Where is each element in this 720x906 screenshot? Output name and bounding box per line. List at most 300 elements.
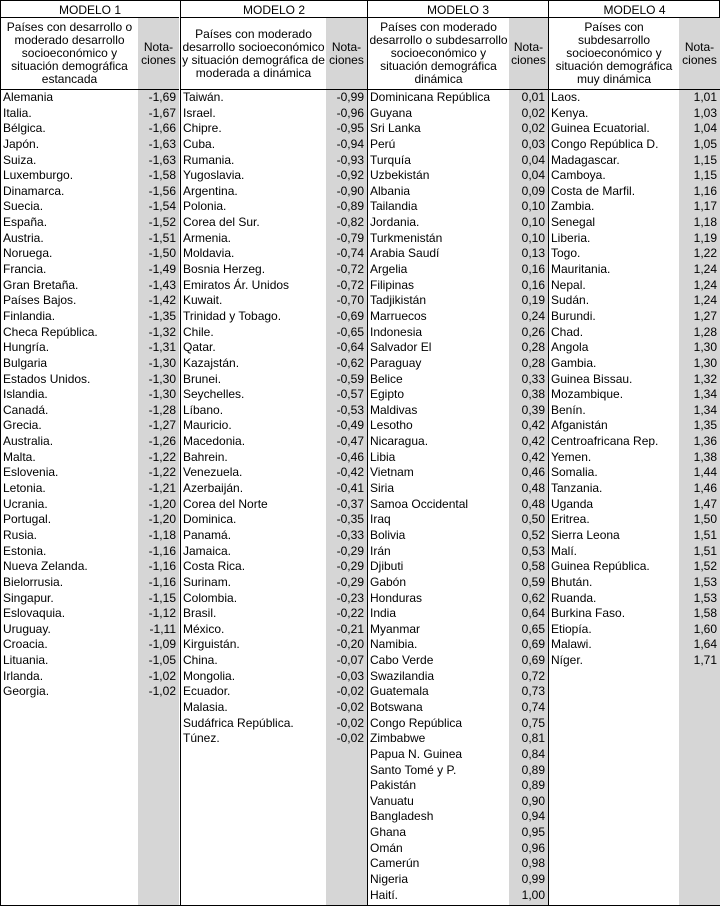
- country-name: Bielorrusia.: [3, 574, 64, 589]
- table-row: [1, 106, 179, 122]
- country-name: Colombia.: [183, 590, 238, 605]
- notacion-value: -0,20: [336, 637, 364, 652]
- country-name: Congo República: [370, 715, 463, 730]
- country-name: Gabón: [370, 574, 407, 589]
- table-row: [1, 325, 179, 341]
- table-row: [368, 481, 548, 497]
- country-name: Nepal.: [551, 277, 586, 292]
- country-name: México.: [183, 621, 225, 636]
- model-title: MODELO 2: [181, 3, 367, 18]
- notacion-value: -1,22: [148, 465, 176, 480]
- notacion-value: 0,75: [521, 715, 545, 730]
- notacion-value: -0,64: [336, 340, 364, 355]
- country-name: Swazilandia: [370, 668, 435, 683]
- notacion-value: -0,29: [336, 574, 364, 589]
- notacion-value: 1,64: [693, 637, 717, 652]
- notacion-value: -1,58: [148, 168, 176, 183]
- country-name: Albania: [370, 183, 411, 198]
- country-name: Austria.: [3, 230, 44, 245]
- country-name: Bhután.: [551, 574, 593, 589]
- notacion-value: 0,95: [521, 825, 545, 840]
- table-row: [1, 199, 179, 215]
- table-row: [368, 684, 548, 700]
- notacion-value: -1,27: [148, 418, 176, 433]
- notacion-value: -0,22: [336, 606, 364, 621]
- table-row: [181, 262, 367, 278]
- notacion-value: 1,18: [693, 215, 717, 230]
- table-row: [181, 215, 367, 231]
- country-name: España.: [3, 215, 48, 230]
- country-name: Kenya.: [551, 105, 589, 120]
- notacion-value: -1,63: [148, 152, 176, 167]
- notacion-value: -0,33: [336, 527, 364, 542]
- country-name: Polonia.: [183, 199, 227, 214]
- country-name: Guinea Ecuatorial.: [551, 121, 650, 136]
- table-row: [1, 528, 179, 544]
- notacion-value: -0,23: [336, 590, 364, 605]
- table-row: [1, 278, 179, 294]
- notacion-value: 1,01: [693, 90, 717, 104]
- notacion-value: -0,94: [336, 136, 364, 151]
- table-row: [549, 137, 720, 153]
- country-name: Libia: [370, 449, 396, 464]
- notacion-value: -0,02: [336, 684, 364, 699]
- country-name: Nicaragua.: [370, 434, 429, 449]
- country-name: Senegal: [551, 215, 596, 230]
- category-description-line: dinámica: [414, 72, 463, 86]
- table-row: [1, 387, 179, 403]
- notacion-value: 1,24: [693, 262, 717, 277]
- country-name: Argelia: [370, 262, 408, 277]
- country-name: Irán: [370, 543, 391, 558]
- table-row: [181, 403, 367, 419]
- notacion-value: 0,98: [521, 856, 545, 871]
- notacion-value: 1,30: [693, 355, 717, 370]
- notacion-value: 0,96: [521, 840, 545, 855]
- country-name: Afganistán: [551, 418, 608, 433]
- notacion-value: 0,42: [521, 434, 545, 449]
- notacion-value: 0,13: [521, 246, 545, 261]
- country-name: Liberia.: [551, 230, 591, 245]
- country-name: Croacia.: [3, 637, 48, 652]
- category-description-line: Países con: [584, 20, 644, 34]
- table-row: [368, 106, 548, 122]
- notacion-value: 0,10: [521, 199, 545, 214]
- notacion-value: -1,20: [148, 512, 176, 527]
- notacion-value: -0,62: [336, 355, 364, 370]
- table-row: [549, 293, 720, 309]
- notacion-value: -0,95: [336, 121, 364, 136]
- table-row: [368, 184, 548, 200]
- notacion-value: -0,57: [336, 387, 364, 402]
- notacion-value: -0,82: [336, 215, 364, 230]
- notacion-value: -1,32: [148, 324, 176, 339]
- table-row: [549, 575, 720, 591]
- notacion-value: 1,24: [693, 293, 717, 308]
- notacion-value: -0,90: [336, 183, 364, 198]
- country-name: Eslovaquia.: [3, 606, 66, 621]
- country-name: Macedonia.: [183, 434, 246, 449]
- country-name: China.: [183, 653, 218, 668]
- notacion-value: 0,38: [521, 387, 545, 402]
- notacion-value: -1,67: [148, 105, 176, 120]
- table-row: [181, 528, 367, 544]
- notacion-value: 0,64: [521, 606, 545, 621]
- table-row: [181, 372, 367, 388]
- table-row: [368, 763, 548, 779]
- country-name: Myanmar: [370, 621, 421, 636]
- table-row: [181, 575, 367, 591]
- notacion-value: -0,37: [336, 496, 364, 511]
- country-name: Israel.: [183, 105, 216, 120]
- country-name: Hungría.: [3, 340, 50, 355]
- notaciones-header: [138, 18, 179, 89]
- table-row: [181, 559, 367, 575]
- table-row: [1, 434, 179, 450]
- table-row: [1, 653, 179, 669]
- notacion-value: -0,92: [336, 168, 364, 183]
- notacion-value: 0,74: [521, 699, 545, 714]
- table-row: [549, 106, 720, 122]
- country-name: Malta.: [3, 449, 36, 464]
- country-name: Alemania: [3, 90, 54, 104]
- table-row: [1, 168, 179, 184]
- notacion-value: -0,47: [336, 434, 364, 449]
- notacion-value: 0,02: [521, 121, 545, 136]
- notacion-value: 0,81: [521, 731, 545, 746]
- notacion-value: 0,09: [521, 183, 545, 198]
- table-row: [549, 325, 720, 341]
- table-row: [549, 246, 720, 262]
- country-name: Mauritania.: [551, 262, 611, 277]
- table-row: [368, 293, 548, 309]
- country-name: Chad.: [551, 324, 584, 339]
- country-name: Zimbabwe: [370, 731, 426, 746]
- notacion-value: -0,46: [336, 449, 364, 464]
- notacion-value: 1,34: [693, 402, 717, 417]
- table-row: [368, 809, 548, 825]
- table-row: [368, 434, 548, 450]
- country-name: Canadá.: [3, 402, 49, 417]
- model-column-2: [180, 1, 367, 905]
- country-name: India: [370, 606, 397, 621]
- notacion-value: -1,26: [148, 434, 176, 449]
- model-column-4: [548, 1, 720, 905]
- notacion-value: -0,70: [336, 293, 364, 308]
- table-row: [181, 434, 367, 450]
- category-description: [1, 18, 138, 89]
- country-name: Gran Bretaña.: [3, 277, 79, 292]
- table-row: [181, 293, 367, 309]
- country-name: Seychelles.: [183, 387, 245, 402]
- table-row: [181, 669, 367, 685]
- table-row: [181, 684, 367, 700]
- table-row: [1, 356, 179, 372]
- country-name: Argentina.: [183, 183, 238, 198]
- table-row: [181, 309, 367, 325]
- country-name: Suecia.: [3, 199, 44, 214]
- table-row: [181, 199, 367, 215]
- country-name: Panamá.: [183, 527, 232, 542]
- country-name: Bélgica.: [3, 121, 46, 136]
- country-name: Sudán.: [551, 293, 590, 308]
- country-name: Jordania.: [370, 215, 420, 230]
- notacion-value: 0,04: [521, 168, 545, 183]
- notacion-value: -1,20: [148, 496, 176, 511]
- country-name: Camboya.: [551, 168, 606, 183]
- notacion-value: 1,46: [693, 481, 717, 496]
- table-row: [181, 184, 367, 200]
- table-row: [368, 512, 548, 528]
- table-row: [368, 825, 548, 841]
- notacion-value: 0,84: [521, 746, 545, 761]
- country-name: Honduras: [370, 590, 423, 605]
- country-name: Níger.: [551, 653, 584, 668]
- notaciones-header-line: ciones: [141, 52, 176, 67]
- table-row: [181, 356, 367, 372]
- table-row: [1, 622, 179, 638]
- notacion-value: 1,34: [693, 387, 717, 402]
- notaciones-header: [326, 18, 367, 89]
- notacion-value: 0,42: [521, 449, 545, 464]
- country-name: Luxemburgo.: [3, 168, 74, 183]
- table-row: [368, 90, 548, 106]
- notacion-value: 0,46: [521, 465, 545, 480]
- country-name: Bangladesh: [370, 809, 434, 824]
- table-row: [549, 528, 720, 544]
- country-name: Papua N. Guinea: [370, 746, 463, 761]
- category-description-line: Países con moderado: [195, 26, 312, 41]
- country-name: Mongolia.: [183, 668, 236, 683]
- table-row: [368, 356, 548, 372]
- notacion-value: -0,02: [336, 731, 364, 746]
- country-name: Tadjikistán: [370, 293, 427, 308]
- country-name: Bolivia: [370, 527, 406, 542]
- notacion-value: 0,89: [521, 762, 545, 777]
- table-row: [549, 372, 720, 388]
- country-name: Guinea Bissau.: [551, 371, 633, 386]
- notacion-value: -0,59: [336, 371, 364, 386]
- country-name: Yemen.: [551, 449, 592, 464]
- table-row: [368, 841, 548, 857]
- table-row: [181, 153, 367, 169]
- table-row: [181, 622, 367, 638]
- table-row: [549, 497, 720, 513]
- table-row: [549, 231, 720, 247]
- country-name: Lesotho: [370, 418, 413, 433]
- country-name: Perú: [370, 136, 396, 151]
- table-row: [549, 340, 720, 356]
- country-name: Gambia.: [551, 355, 597, 370]
- notacion-value: 0,48: [521, 481, 545, 496]
- notacion-value: 1,53: [693, 590, 717, 605]
- country-name: Madagascar.: [551, 152, 620, 167]
- country-name: Malawi.: [551, 637, 592, 652]
- notacion-value: 1,71: [693, 653, 717, 668]
- table-row: [368, 716, 548, 732]
- table-row: [549, 184, 720, 200]
- notacion-value: -0,21: [336, 621, 364, 636]
- table-row: [1, 450, 179, 466]
- category-description-line: moderada a dinámica: [195, 65, 312, 80]
- notacion-value: -0,41: [336, 481, 364, 496]
- notacion-value: -1,21: [148, 481, 176, 496]
- table-row: [368, 591, 548, 607]
- table-row: [549, 356, 720, 372]
- notacion-value: 1,27: [693, 308, 717, 323]
- notacion-value: 0,02: [521, 105, 545, 120]
- notacion-value: -1,16: [148, 574, 176, 589]
- table-row: [1, 512, 179, 528]
- model-title: MODELO 1: [1, 3, 179, 18]
- country-name: Singapur.: [3, 590, 54, 605]
- notacion-value: -1,50: [148, 246, 176, 261]
- table-row: [368, 465, 548, 481]
- country-name: Estados Unidos.: [3, 371, 91, 386]
- country-name: Surinam.: [183, 574, 232, 589]
- country-name: Suiza.: [3, 152, 37, 167]
- notacion-value: 0,03: [521, 136, 545, 151]
- category-description-line: desarrollo o subdesarrollo: [369, 33, 508, 47]
- notacion-value: -0,03: [336, 668, 364, 683]
- country-name: Djibuti: [370, 559, 404, 574]
- table-row: [549, 215, 720, 231]
- table-row: [368, 559, 548, 575]
- country-name: Brunei.: [183, 371, 222, 386]
- table-row: [1, 606, 179, 622]
- category-description-line: desarrollo socioeconómico: [182, 39, 325, 54]
- notacion-value: 0,16: [521, 262, 545, 277]
- country-name: Kirguistán.: [183, 637, 240, 652]
- notacion-value: 0,28: [521, 340, 545, 355]
- notacion-value: -1,18: [148, 527, 176, 542]
- table-row: [1, 90, 179, 106]
- country-name: Australia.: [3, 434, 54, 449]
- notaciones-header: [509, 18, 548, 89]
- notacion-value: -1,28: [148, 402, 176, 417]
- country-name: Arabia Saudí: [370, 246, 440, 261]
- model-column-1: [1, 1, 179, 905]
- country-name: Belice: [370, 371, 403, 386]
- table-row: [1, 481, 179, 497]
- country-name: Paraguay: [370, 355, 422, 370]
- notacion-value: 0,39: [521, 402, 545, 417]
- notacion-value: 0,04: [521, 152, 545, 167]
- notaciones-header-line: ciones: [682, 52, 717, 67]
- table-row: [549, 606, 720, 622]
- country-name: Mozambique.: [551, 387, 624, 402]
- country-name: Congo República D.: [551, 136, 659, 151]
- notacion-value: 0,62: [521, 590, 545, 605]
- notacion-value: 1,04: [693, 121, 717, 136]
- table-row: [368, 418, 548, 434]
- table-row: [549, 450, 720, 466]
- notacion-value: 1,32: [693, 371, 717, 386]
- model-title: MODELO 3: [368, 3, 548, 18]
- notacion-value: 0,42: [521, 418, 545, 433]
- country-name: Uruguay.: [3, 621, 51, 636]
- table-row: [549, 278, 720, 294]
- notacion-value: 1,38: [693, 449, 717, 464]
- table-row: [549, 481, 720, 497]
- country-name: Namibia.: [370, 637, 418, 652]
- country-name: Venezuela.: [183, 465, 243, 480]
- notacion-value: 1,30: [693, 340, 717, 355]
- notacion-value: 0,16: [521, 277, 545, 292]
- table-row: [1, 544, 179, 560]
- table-row: [549, 434, 720, 450]
- table-row: [549, 121, 720, 137]
- country-name: Guinea República.: [551, 559, 650, 574]
- table-row: [549, 168, 720, 184]
- notacion-value: -0,89: [336, 199, 364, 214]
- table-row: [368, 168, 548, 184]
- notacion-value: -1,35: [148, 308, 176, 323]
- table-row: [368, 497, 548, 513]
- table-row: [1, 403, 179, 419]
- notacion-value: 1,03: [693, 105, 717, 120]
- country-name: Corea del Norte: [183, 496, 268, 511]
- table-row: [368, 669, 548, 685]
- notacion-value: 0,01: [521, 90, 545, 104]
- table-row: [549, 653, 720, 669]
- notacion-value: 0,99: [521, 872, 545, 887]
- country-name: Estonia.: [3, 543, 47, 558]
- notaciones-header-line: Nota-: [684, 39, 715, 54]
- table-row: [549, 262, 720, 278]
- country-name: Ruanda.: [551, 590, 597, 605]
- country-name: Georgia.: [3, 684, 50, 699]
- notacion-value: 0,58: [521, 559, 545, 574]
- table-row: [1, 137, 179, 153]
- notacion-value: 0,10: [521, 215, 545, 230]
- table-row: [1, 575, 179, 591]
- country-name: Sierra Leona: [551, 527, 620, 542]
- category-description-line: y situación demográfica de: [182, 52, 325, 67]
- table-row: [368, 231, 548, 247]
- table-row: [549, 544, 720, 560]
- table-row: [549, 622, 720, 638]
- notacion-value: -1,02: [148, 668, 176, 683]
- table-row: [1, 637, 179, 653]
- category-description-line: socioeconómico y: [390, 46, 487, 60]
- table-row: [181, 481, 367, 497]
- notacion-value: 1,36: [693, 434, 717, 449]
- country-name: Portugal.: [3, 512, 52, 527]
- country-name: Pakistán: [370, 778, 417, 793]
- notacion-value: -1,54: [148, 199, 176, 214]
- notacion-value: 1,58: [693, 606, 717, 621]
- table-row: [181, 168, 367, 184]
- table-row: [1, 184, 179, 200]
- country-name: Bosnia Herzeg.: [183, 262, 266, 277]
- notacion-value: 1,15: [693, 168, 717, 183]
- country-name: Francia.: [3, 262, 47, 277]
- country-name: Túnez.: [183, 731, 220, 746]
- notacion-value: -0,72: [336, 277, 364, 292]
- table-row: [181, 653, 367, 669]
- notacion-value: -1,11: [149, 621, 176, 636]
- country-name: Costa Rica.: [183, 559, 246, 574]
- table-row: [549, 637, 720, 653]
- table-row: [181, 106, 367, 122]
- table-row: [1, 372, 179, 388]
- country-name: Guatemala: [370, 684, 429, 699]
- table-row: [368, 325, 548, 341]
- country-name: Kuwait.: [183, 293, 223, 308]
- country-name: Islandia.: [3, 387, 48, 402]
- table-row: [368, 262, 548, 278]
